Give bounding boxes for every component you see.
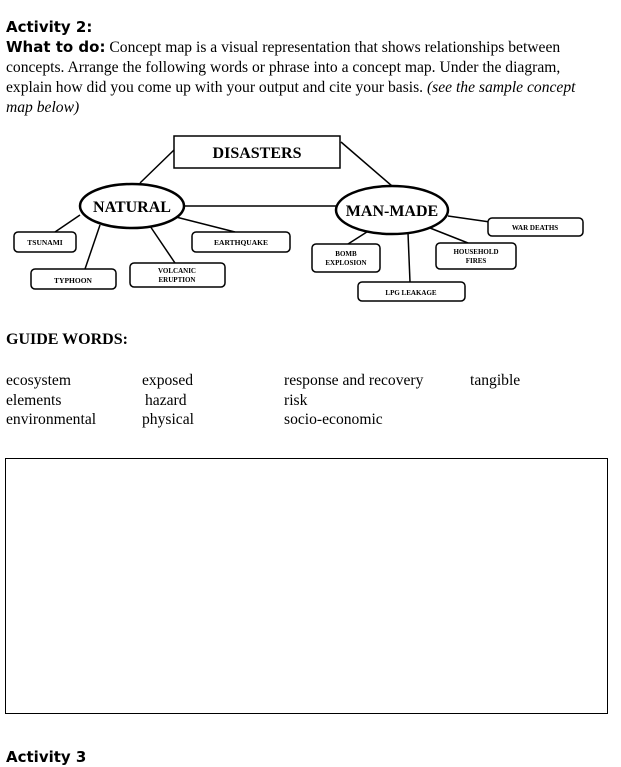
- bomb-explosion-node: [312, 244, 380, 272]
- guide-words-title: GUIDE WORDS:: [6, 331, 128, 348]
- lpg-leakage-label: LPG LEAKAGE: [385, 289, 437, 297]
- line-natural-tsunami: [55, 215, 80, 232]
- manmade-label: MAN-MADE: [345, 203, 439, 220]
- answer-box[interactable]: [5, 458, 608, 714]
- guide-words-column-1: [6, 371, 96, 430]
- war-deaths-label: WAR DEATHS: [511, 224, 559, 232]
- guide-word: socio-economic: [284, 411, 383, 428]
- line-manmade-household: [430, 228, 468, 243]
- guide-words-column-3: [284, 371, 423, 430]
- guide-word: elements: [6, 391, 62, 409]
- guide-word: environmental: [6, 411, 97, 428]
- natural-label: NATURAL: [93, 199, 171, 216]
- guide-words-column-2: [142, 371, 194, 430]
- guide-word: response and recovery: [284, 372, 424, 389]
- activity-title: Activity 2:: [6, 18, 93, 36]
- line-natural-volcanic: [150, 226, 175, 263]
- instruction-note: (see the sample concept map below): [6, 79, 576, 116]
- instruction-label: What to do:: [6, 38, 106, 56]
- concept-map: [0, 130, 621, 310]
- earthquake-label: EARTHQUAKE: [214, 238, 268, 247]
- guide-word: physical: [142, 411, 194, 428]
- fires-label: FIRES: [465, 257, 487, 265]
- line-disasters-manmade: [341, 142, 392, 186]
- line-natural-typhoon: [85, 225, 100, 269]
- line-manmade-wardeaths: [448, 216, 490, 222]
- guide-word: risk: [284, 391, 308, 409]
- eruption-label: ERUPTION: [158, 276, 196, 284]
- guide-words-column-4: [470, 371, 520, 391]
- explosion-label: EXPLOSION: [325, 259, 367, 267]
- typhoon-label: TYPHOON: [54, 276, 92, 285]
- guide-word: hazard: [145, 391, 187, 409]
- next-activity-title: Activity 3: [6, 748, 87, 766]
- guide-word: tangible: [470, 372, 521, 389]
- bomb-label: BOMB: [335, 250, 357, 258]
- guide-word: ecosystem: [6, 372, 71, 389]
- line-disasters-natural: [140, 150, 174, 183]
- instruction-text: Concept map is a visual representation that shows relationships between concepts. Arrange the following words or phrase into a concept map. Under the diagram, explain how did you come up with your output and cite your basis.: [6, 39, 561, 96]
- tsunami-label: TSUNAMI: [27, 238, 63, 247]
- household-fires-node: [436, 243, 516, 269]
- disasters-label: DISASTERS: [212, 145, 302, 162]
- line-manmade-lpg: [408, 233, 410, 282]
- line-natural-earthquake: [172, 216, 235, 232]
- guide-word: exposed: [142, 372, 194, 389]
- household-label: HOUSEHOLD: [453, 248, 499, 256]
- instructions: [6, 37, 606, 118]
- volcanic-label: VOLCANIC: [158, 267, 196, 275]
